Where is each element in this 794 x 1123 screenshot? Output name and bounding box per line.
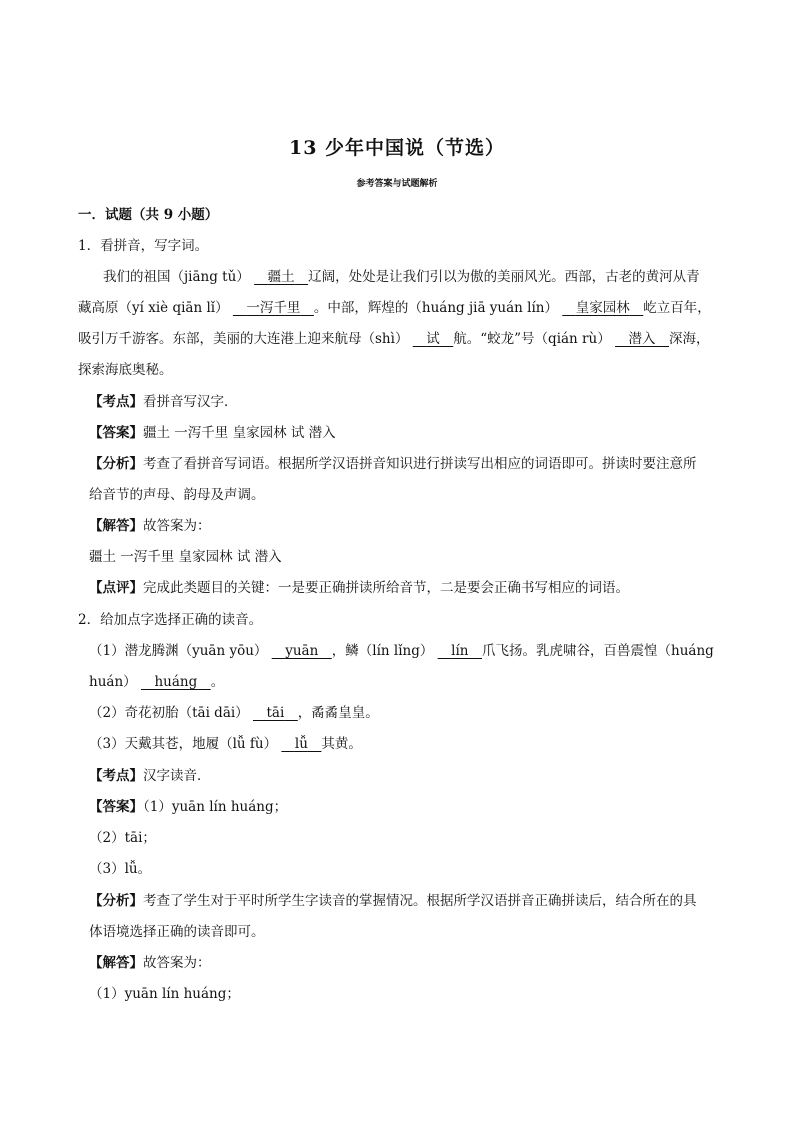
q2-text: huán） <box>89 674 137 690</box>
answer-text: 疆土 一泻千里 皇家园林 试 潜入 <box>143 425 336 441</box>
q1-blank: 一泻千里 <box>246 300 301 316</box>
answer-text: （1）yuān lín huáng； <box>143 799 288 815</box>
q2-text: 。 <box>210 674 225 690</box>
q2-blank: tāi <box>266 705 285 721</box>
q2-answer <box>89 797 729 817</box>
page-title: 13 少年中国说（节选） <box>288 137 506 159</box>
q2-blank: lǚ <box>294 736 308 752</box>
q1-analysis-cont: 给音节的声母、韵母及声调。 <box>89 487 265 503</box>
q2-analysis <box>89 891 729 911</box>
kaodian-tag: 【考点】 <box>89 768 143 784</box>
analysis-text: 考查了看拼音写词语。根据所学汉语拼音知识进行拼读写出相应的词语即可。拼读时要注意所 <box>143 456 697 472</box>
page-subtitle: 参考答案与试题解析 <box>356 179 438 189</box>
solution-tag: 【解答】 <box>89 955 143 971</box>
analysis-tag: 【分析】 <box>89 456 143 472</box>
q1-text: 辽阔，处处是让我们引以为傲的美丽风光。西部，古老的黄河从青 <box>308 269 700 285</box>
q2-text: 其黄。 <box>321 736 362 752</box>
kaodian-text: 看拼音写汉字． <box>143 394 238 410</box>
solution-tag: 【解答】 <box>89 518 143 534</box>
q2-text: 爪飞扬。乳虎啸谷，百兽震惶（huáng <box>482 643 714 659</box>
kaodian-tag: 【考点】 <box>89 394 143 410</box>
q1-blank: 潜入 <box>628 331 656 347</box>
q1-blank: 疆土 <box>267 269 295 285</box>
q1-text: 吸引万千游客。东部，美丽的大连港上迎来航母（shì） <box>78 331 409 347</box>
analysis-text: 考查了学生对于平时所学生字读音的掌握情况。根据所学汉语拼音正确拼读后，结合所在的具 <box>143 893 697 909</box>
q1-text: 我们的祖国（jiāng tǔ） <box>103 269 250 285</box>
q2-analysis-cont: 体语境选择正确的读音即可。 <box>89 924 265 940</box>
q2-blank: lín <box>451 643 469 659</box>
q2-text: （1）潜龙腾渊（yuān yōu） <box>89 643 268 659</box>
q1-passage-line-3 <box>78 329 718 349</box>
q1-passage-line-4: 探索海底奥秘。 <box>78 362 173 378</box>
q1-text: 藏高原（yí xiè qiān lǐ） <box>78 300 229 316</box>
answer-tag: 【答案】 <box>89 799 143 815</box>
q1-analysis <box>89 454 729 474</box>
section-heading: 一．试题（共 9 小题） <box>78 207 219 223</box>
q1-passage-line-2 <box>78 298 718 318</box>
q2-solution-answer: （1）yuān lín huáng； <box>89 986 240 1002</box>
solution-text: 故答案为： <box>143 518 211 534</box>
q2-text: ，鳞（lín lǐng） <box>331 643 434 659</box>
q2-line-3 <box>89 703 729 723</box>
answer-tag: 【答案】 <box>89 425 143 441</box>
q1-text: 深海， <box>669 331 710 347</box>
solution-text: 故答案为： <box>143 955 211 971</box>
q2-text: （3）天戴其苍，地履（lǚ fù） <box>89 736 278 752</box>
analysis-tag: 【分析】 <box>89 893 143 909</box>
q1-kaodian <box>89 392 729 412</box>
q2-blank: huáng <box>154 674 198 690</box>
q2-blank: yuān <box>285 643 319 659</box>
q2-text: ，矞矞皇皇。 <box>297 705 379 721</box>
q2-answer-3: （3）lǚ。 <box>89 861 152 877</box>
q2-kaodian <box>89 766 729 786</box>
q2-answer-2: （2）tāi； <box>89 830 156 846</box>
q1-text: 屹立百年， <box>643 300 711 316</box>
comment-tag: 【点评】 <box>89 580 143 596</box>
q1-answer <box>89 423 729 443</box>
kaodian-text: 汉字读音． <box>143 768 211 784</box>
q1-stem: 1．看拼音，写字词。 <box>78 238 209 254</box>
q1-blank: 皇家园林 <box>575 300 630 316</box>
q2-line-2 <box>89 672 729 692</box>
q1-text: 。中部，辉煌的（huáng jiā yuán lín） <box>313 300 558 316</box>
q1-comment <box>89 578 729 598</box>
q1-blank: 试 <box>426 331 440 347</box>
q2-line-4 <box>89 734 729 754</box>
q2-text: （2）奇花初胎（tāi dāi） <box>89 705 249 721</box>
q2-stem: 2．给加点字选择正确的读音。 <box>78 612 263 628</box>
q2-solution <box>89 953 729 973</box>
q1-solution <box>89 516 729 536</box>
comment-text: 完成此类题目的关键：一是要正确拼读所给音节，二是要会正确书写相应的词语。 <box>143 580 629 596</box>
q2-line-1 <box>89 641 729 661</box>
q1-solution-answer: 疆土 一泻千里 皇家园林 试 潜入 <box>89 549 282 565</box>
q1-text: 航。“蛟龙”号（qián rù） <box>453 331 611 347</box>
q1-passage-line-1 <box>103 267 743 287</box>
